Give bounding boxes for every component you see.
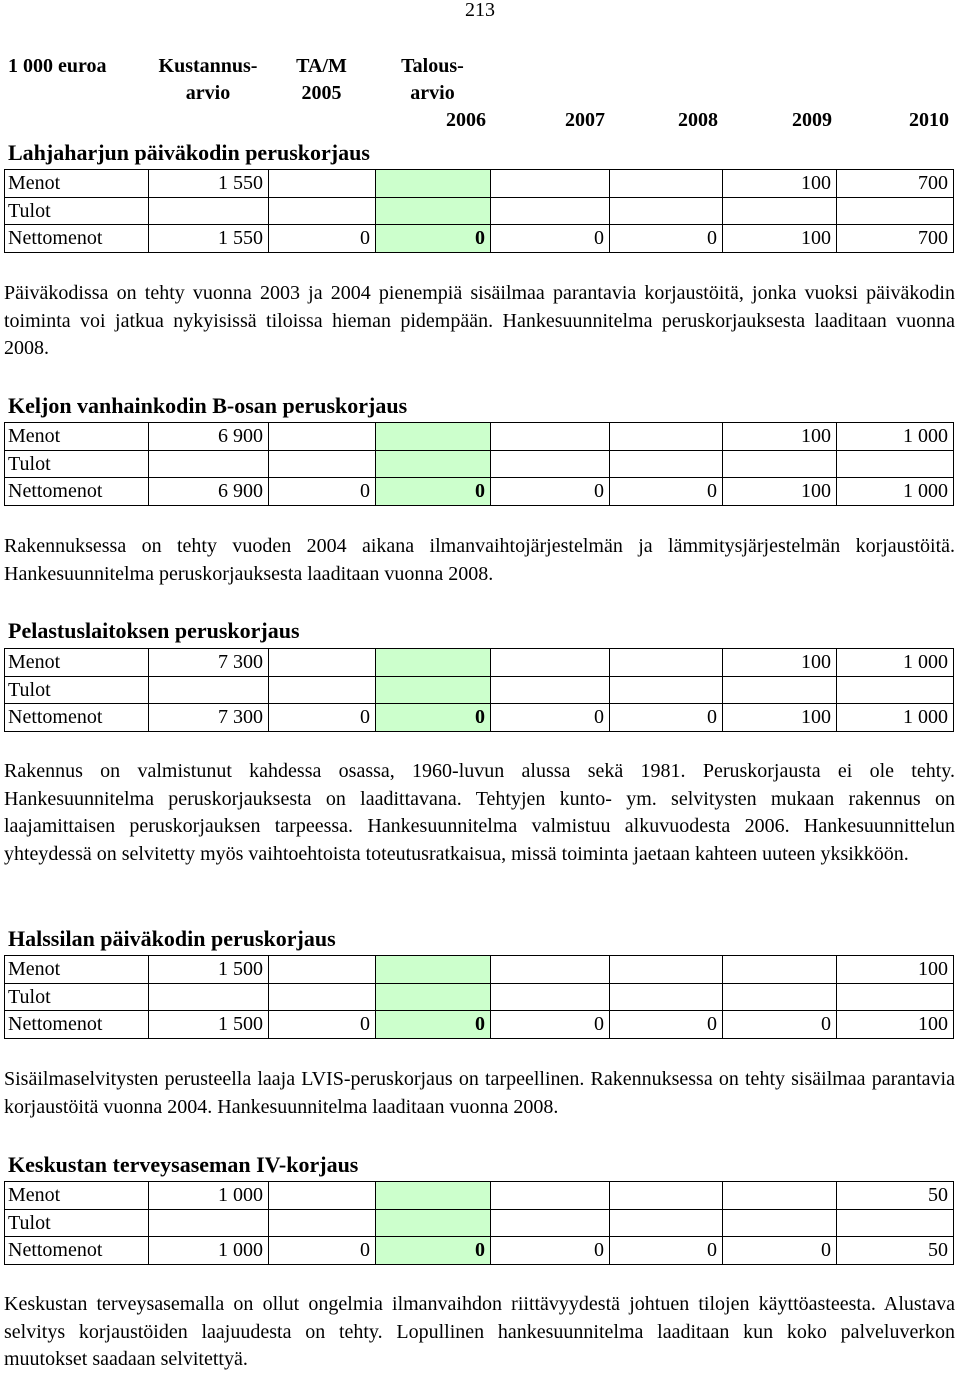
section-title: Keljon vanhainkodin B-osan peruskorjaus (8, 393, 408, 418)
value-cell: 100 (723, 423, 837, 451)
budget-2006-cell (376, 676, 491, 704)
budget-2006-cell (376, 983, 491, 1011)
cost-estimate-header: Kustannus- (158, 55, 258, 77)
section-title: Keskustan terveysaseman IV-korjaus (8, 1152, 359, 1177)
value-cell (269, 450, 376, 478)
section-title: Halssilan päiväkodin peruskorjaus (8, 926, 336, 951)
cost-estimate-header-2: arvio (185, 82, 231, 104)
value-cell: 0 (610, 1237, 723, 1265)
row-label: Tulot (5, 197, 149, 225)
section-title: Lahjaharjun päiväkodin peruskorjaus (8, 140, 370, 165)
value-cell (149, 983, 269, 1011)
value-cell (269, 423, 376, 451)
value-cell: 7 300 (149, 649, 269, 677)
value-cell (837, 676, 954, 704)
value-cell: 100 (837, 956, 954, 984)
value-cell (723, 1182, 837, 1210)
value-cell: 100 (723, 704, 837, 732)
value-cell (269, 1182, 376, 1210)
value-cell: 1 550 (149, 170, 269, 198)
tulot-row (5, 983, 954, 1011)
value-cell (149, 450, 269, 478)
value-cell: 1 000 (837, 478, 954, 506)
value-cell (149, 676, 269, 704)
value-cell: 1 500 (149, 1011, 269, 1039)
value-cell (491, 450, 610, 478)
nettomenot-row (5, 1011, 954, 1039)
row-label: Menot (5, 956, 149, 984)
value-cell: 100 (723, 649, 837, 677)
row-label: Menot (5, 170, 149, 198)
value-cell (610, 423, 723, 451)
value-cell: 100 (723, 478, 837, 506)
row-label: Nettomenot (5, 1011, 149, 1039)
budget-2006-cell (376, 649, 491, 677)
budget-2006-cell: 0 (376, 704, 491, 732)
nettomenot-row (5, 704, 954, 732)
value-cell: 0 (269, 704, 376, 732)
nettomenot-row (5, 1237, 954, 1265)
year-2009-header: 2009 (792, 109, 832, 131)
budget-2006-cell (376, 423, 491, 451)
value-cell: 0 (723, 1011, 837, 1039)
value-cell: 700 (837, 170, 954, 198)
value-cell (491, 1209, 610, 1237)
value-cell: 100 (723, 225, 837, 253)
value-cell (610, 676, 723, 704)
column-header-row-2 (4, 80, 953, 108)
value-cell (491, 1182, 610, 1210)
budget-2006-cell: 0 (376, 478, 491, 506)
value-cell (491, 676, 610, 704)
value-cell: 0 (491, 1237, 610, 1265)
value-cell (610, 1209, 723, 1237)
value-cell (610, 170, 723, 198)
ta-m-year-header: 2005 (301, 82, 342, 104)
budget-table (4, 422, 954, 506)
value-cell: 1 500 (149, 956, 269, 984)
menot-row (5, 1182, 954, 1210)
row-label: Nettomenot (5, 1237, 149, 1265)
budget-2006-cell (376, 1182, 491, 1210)
menot-row (5, 170, 954, 198)
value-cell: 50 (837, 1182, 954, 1210)
value-cell: 1 000 (149, 1182, 269, 1210)
value-cell: 100 (837, 1011, 954, 1039)
year-2006-header: 2006 (446, 109, 486, 131)
value-cell: 50 (837, 1237, 954, 1265)
row-label: Menot (5, 649, 149, 677)
menot-row (5, 649, 954, 677)
budget-table (4, 955, 954, 1039)
value-cell: 0 (269, 1237, 376, 1265)
row-label: Nettomenot (5, 478, 149, 506)
value-cell: 0 (269, 225, 376, 253)
year-header-row (4, 107, 953, 135)
value-cell: 6 900 (149, 478, 269, 506)
value-cell (610, 956, 723, 984)
year-2007-header: 2007 (565, 109, 605, 131)
value-cell: 0 (491, 1011, 610, 1039)
value-cell (610, 983, 723, 1011)
section-description: Rakennuksessa on tehty vuoden 2004 aikana ilmanvaihtojärjestelmän ja lämmitysjärjestelmän korjaustöitä. Hankesuunnitelma peruskorjauksesta laaditaan vuonna 2008. (4, 535, 955, 585)
budget-2006-cell: 0 (376, 1237, 491, 1265)
page-number: 213 (465, 0, 495, 21)
value-cell (149, 1209, 269, 1237)
value-cell (491, 423, 610, 451)
value-cell (723, 1209, 837, 1237)
value-cell: 0 (610, 704, 723, 732)
budget-2006-cell (376, 450, 491, 478)
value-cell: 700 (837, 225, 954, 253)
value-cell: 1 000 (837, 649, 954, 677)
nettomenot-row (5, 478, 954, 506)
value-cell (723, 676, 837, 704)
value-cell (269, 197, 376, 225)
budget-2006-cell (376, 170, 491, 198)
value-cell: 0 (269, 1011, 376, 1039)
value-cell (723, 956, 837, 984)
row-label: Nettomenot (5, 704, 149, 732)
section-description: Sisäilmaselvitysten perusteella laaja LVIS-peruskorjaus on tarpeellinen. Rakennuksessa on tehty sisäilmaa parantavia korjaustöitä vuonna 2004. Hankesuunnitelma laaditaan vuonna 2008. (4, 1068, 955, 1118)
value-cell (610, 450, 723, 478)
value-cell: 100 (723, 170, 837, 198)
value-cell (837, 1209, 954, 1237)
value-cell (149, 197, 269, 225)
value-cell: 0 (491, 225, 610, 253)
value-cell: 0 (610, 225, 723, 253)
value-cell: 1 000 (837, 423, 954, 451)
value-cell (491, 983, 610, 1011)
value-cell (269, 170, 376, 198)
section-title: Pelastuslaitoksen peruskorjaus (8, 618, 300, 643)
value-cell (610, 649, 723, 677)
budget-2006-cell (376, 1209, 491, 1237)
value-cell: 6 900 (149, 423, 269, 451)
value-cell (491, 649, 610, 677)
value-cell (491, 956, 610, 984)
budget-header: Talous- (401, 55, 464, 77)
menot-row (5, 956, 954, 984)
tulot-row (5, 676, 954, 704)
budget-table (4, 648, 954, 732)
value-cell: 0 (491, 704, 610, 732)
value-cell (269, 676, 376, 704)
value-cell (837, 197, 954, 225)
value-cell: 1 000 (149, 1237, 269, 1265)
year-2010-header: 2010 (909, 109, 949, 131)
section-description: Päiväkodissa on tehty vuonna 2003 ja 2004 pienempiä sisäilmaa parantavia korjaustöitä, jonka vuoksi päiväkodin toiminta voi jatkua nykyisissä tiloissa hieman pidempään. Hankesuunnitelma peruskorjauksesta laaditaan vuonna 2008. (4, 282, 955, 359)
row-label: Tulot (5, 983, 149, 1011)
row-label: Tulot (5, 450, 149, 478)
value-cell (610, 197, 723, 225)
value-cell (269, 1209, 376, 1237)
value-cell (269, 983, 376, 1011)
column-header-row-1 (4, 53, 953, 81)
value-cell: 7 300 (149, 704, 269, 732)
value-cell (610, 1182, 723, 1210)
value-cell (723, 197, 837, 225)
budget-2006-cell: 0 (376, 225, 491, 253)
row-label: Nettomenot (5, 225, 149, 253)
tulot-row (5, 450, 954, 478)
budget-header-2: arvio (410, 82, 455, 104)
tulot-row (5, 197, 954, 225)
section-description: Keskustan terveysasemalla on ollut ongelmia ilmanvaihdon riittävyydestä johtuen tilojen käyttöasteesta. Alustava selvitys korjaustöiden laajuudesta on tehty. Lopullinen hankesuunnitelma laaditaan kun koko palveluverkon muutokset saadaan selvitettyä. (4, 1293, 955, 1370)
budget-2006-cell (376, 956, 491, 984)
value-cell (269, 649, 376, 677)
value-cell: 0 (723, 1237, 837, 1265)
value-cell (491, 170, 610, 198)
budget-table (4, 169, 954, 253)
menot-row (5, 423, 954, 451)
value-cell: 1 550 (149, 225, 269, 253)
value-cell: 0 (269, 478, 376, 506)
value-cell: 0 (610, 478, 723, 506)
year-2008-header: 2008 (678, 109, 718, 131)
tulot-row (5, 1209, 954, 1237)
value-cell: 1 000 (837, 704, 954, 732)
value-cell (269, 956, 376, 984)
ta-m-header: TA/M (296, 55, 347, 77)
unit-label: 1 000 euroa (8, 55, 107, 77)
value-cell (837, 983, 954, 1011)
row-label: Tulot (5, 676, 149, 704)
row-label: Menot (5, 423, 149, 451)
budget-table (4, 1181, 954, 1265)
nettomenot-row (5, 225, 954, 253)
section-description: Rakennus on valmistunut kahdessa osassa, 1960-luvun alussa sekä 1981. Peruskorjausta ei ole tehty. Hankesuunnitelma peruskorjauksesta on laadittavana. Tehtyjen kunto- ym. selvitysten mukaan rakennus on laajamittaisen peruskorjauksen tarpeessa. Hankesuunnitelma valmistuu alkuvuodesta 2006. Hankesuunnittelun yhteydessä on selvitetty myös vaihtoehtoista toteutusratkaisua, missä toiminta jaetaan kahteen uuteen yksikköön. (4, 760, 955, 865)
budget-2006-cell (376, 197, 491, 225)
value-cell (491, 197, 610, 225)
value-cell (837, 450, 954, 478)
value-cell (723, 983, 837, 1011)
row-label: Tulot (5, 1209, 149, 1237)
value-cell (723, 450, 837, 478)
row-label: Menot (5, 1182, 149, 1210)
value-cell: 0 (491, 478, 610, 506)
budget-2006-cell: 0 (376, 1011, 491, 1039)
value-cell: 0 (610, 1011, 723, 1039)
